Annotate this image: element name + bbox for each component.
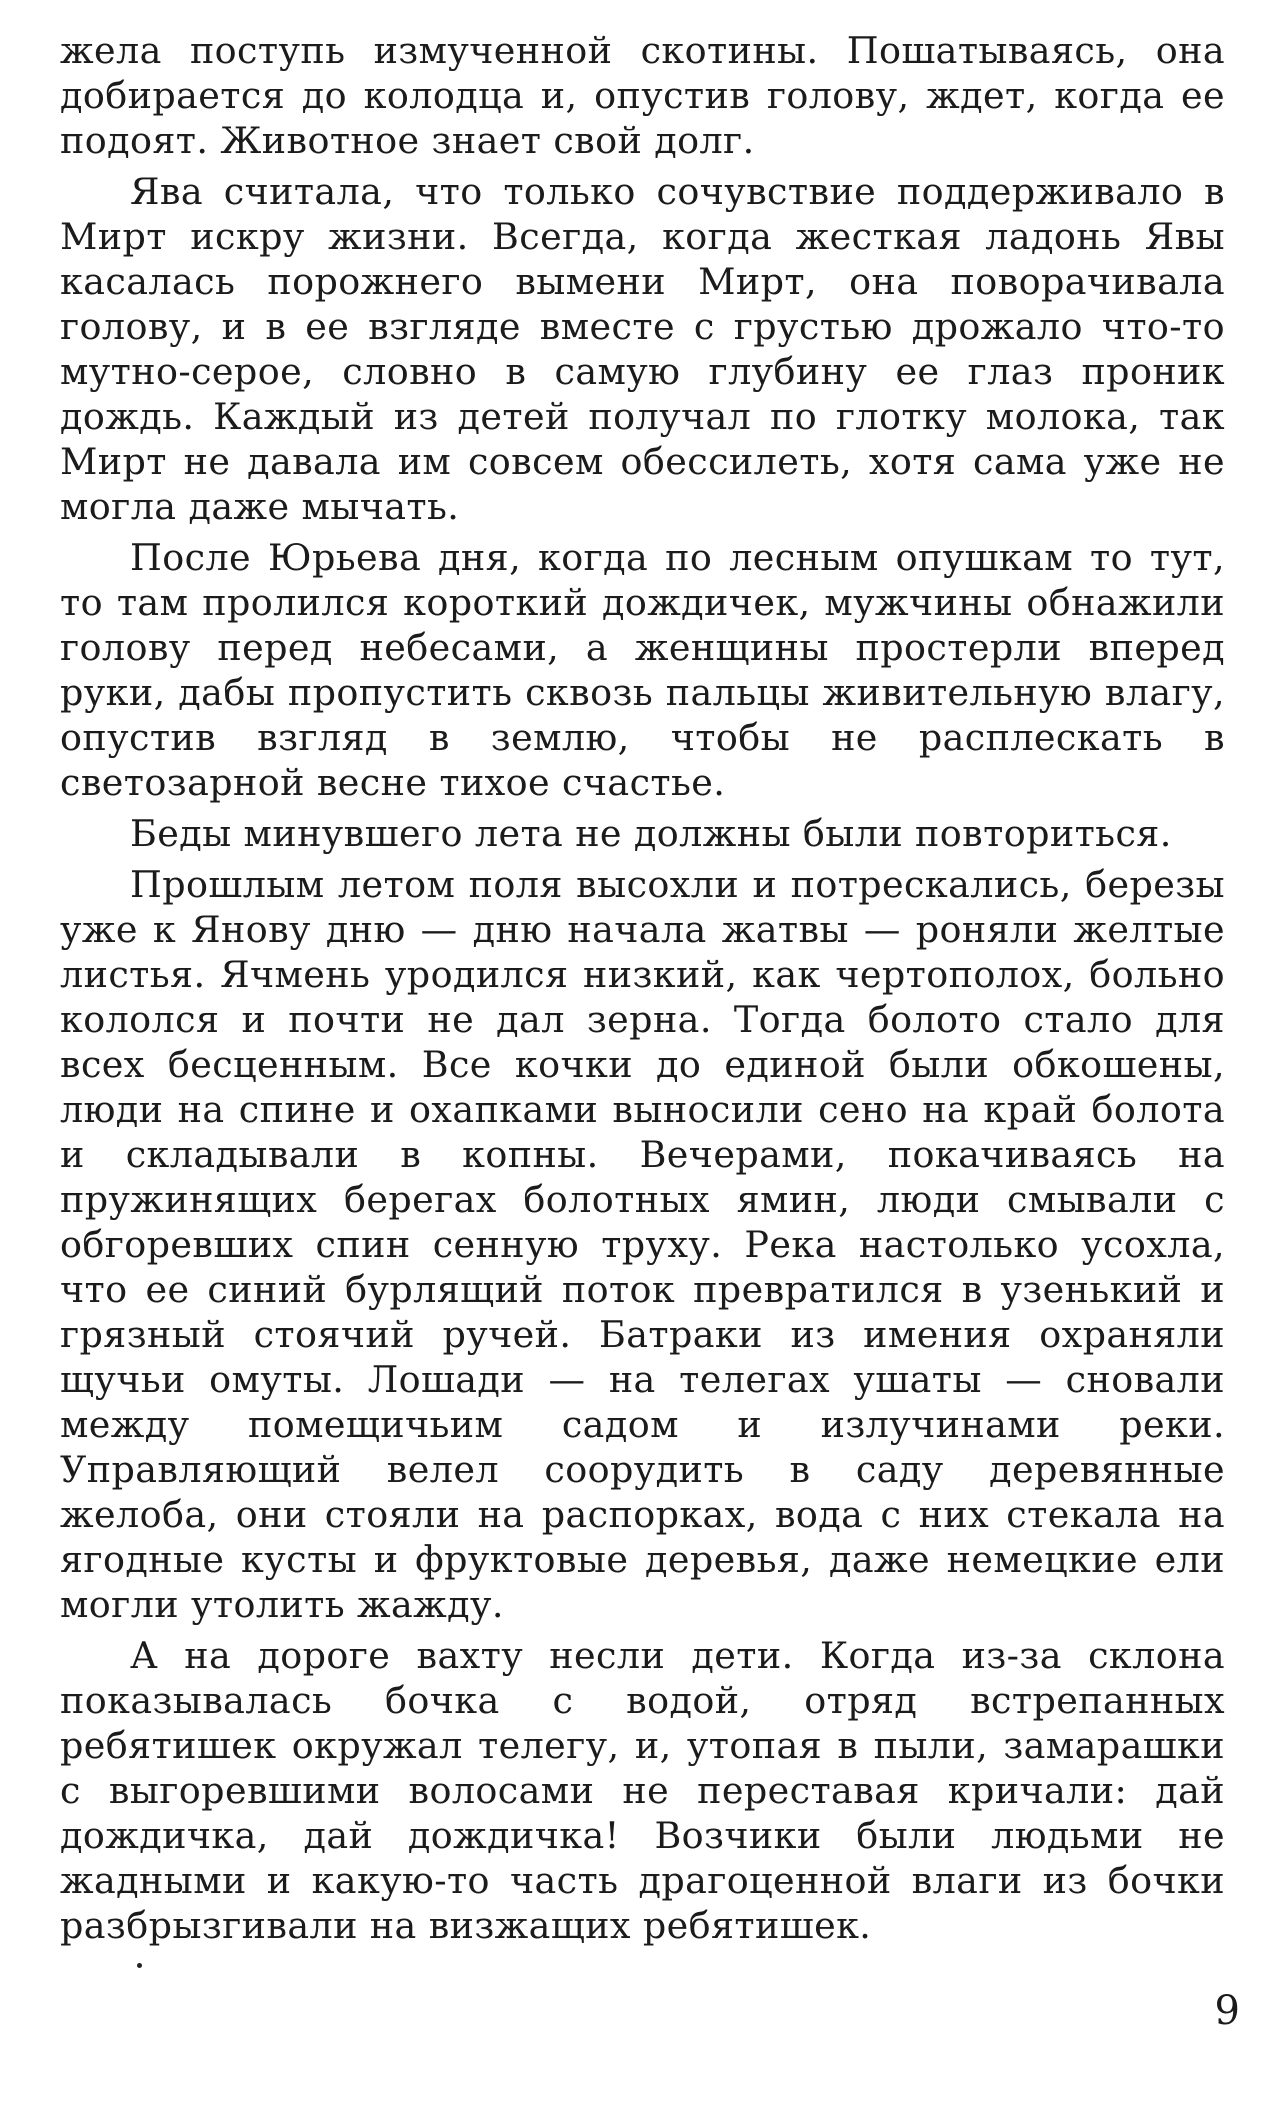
- book-page: [60, 28, 1225, 2078]
- page-number: 9: [1214, 1988, 1240, 2034]
- paragraph: Прошлым летом поля высохли и потрескались, березы уже к Янову дню — дню начала жатвы — роняли желтые листья. Ячмень уродился низкий, как чертополох, больно кололся и почти не дал зерна. Тогда болото стало для всех бесценным. Все кочки до единой были обкошены, люди на спине и охапками выносили сено на край болота и складывали в копны. Вечерами, покачиваясь на пружинящих берегах болотных ямин, люди смывали с обгоревших спин сенную труху. Река настолько усохла, что ее синий бурлящий поток превратился в узенький и грязный стоячий ручей. Батраки из имения охраняли щучьи омуты. Лошади — на телегах ушаты — сновали между помещичьим садом и излучинами реки. Управляющий велел соорудить в саду деревянные желоба, они стояли на распорках, вода с них стекала на ягодные кусты и фруктовые деревья, даже немецкие ели могли утолить жажду.: [60, 863, 1225, 1626]
- paragraph: Беды минувшего лета не должны были повториться.: [130, 812, 1172, 855]
- ink-speck: [137, 1963, 142, 1968]
- paragraph-continued: жела поступь измученной скотины. Пошатываясь, она добирается до колодца и, опустив голову, ждет, когда ее подоят. Животное знает свой долг.: [60, 29, 1225, 162]
- body-text: [60, 28, 1225, 1948]
- paragraph: Ява считала, что только сочувствие поддерживало в Мирт искру жизни. Всегда, когда жесткая ладонь Явы касалась порожнего вымени Мирт, она поворачивала голову, и в ее взгляде вместе с грустью дрожало что-то мутно-серое, словно в самую глубину ее глаз проник дождь. Каждый из детей получал по глотку молока, так Мирт не давала им совсем обессилеть, хотя сама уже не могла даже мычать.: [60, 170, 1225, 528]
- paragraph: А на дороге вахту несли дети. Когда из-за склона показывалась бочка с водой, отряд встрепанных ребятишек окружал телегу, и, утопая в пыли, замарашки с выгоревшими волосами не переставая кричали: дай дождичка, дай дождичка! Возчики были людьми не жадными и какую-то часть драгоценной влаги из бочки разбрызгивали на визжащих ребятишек.: [60, 1634, 1225, 1947]
- paragraph: После Юрьева дня, когда по лесным опушкам то тут, то там пролился короткий дождичек, мужчины обнажили голову перед небесами, а женщины простерли вперед руки, дабы пропустить сквозь пальцы живительную влагу, опустив взгляд в землю, чтобы не расплескать в светозарной весне тихое счастье.: [60, 536, 1225, 804]
